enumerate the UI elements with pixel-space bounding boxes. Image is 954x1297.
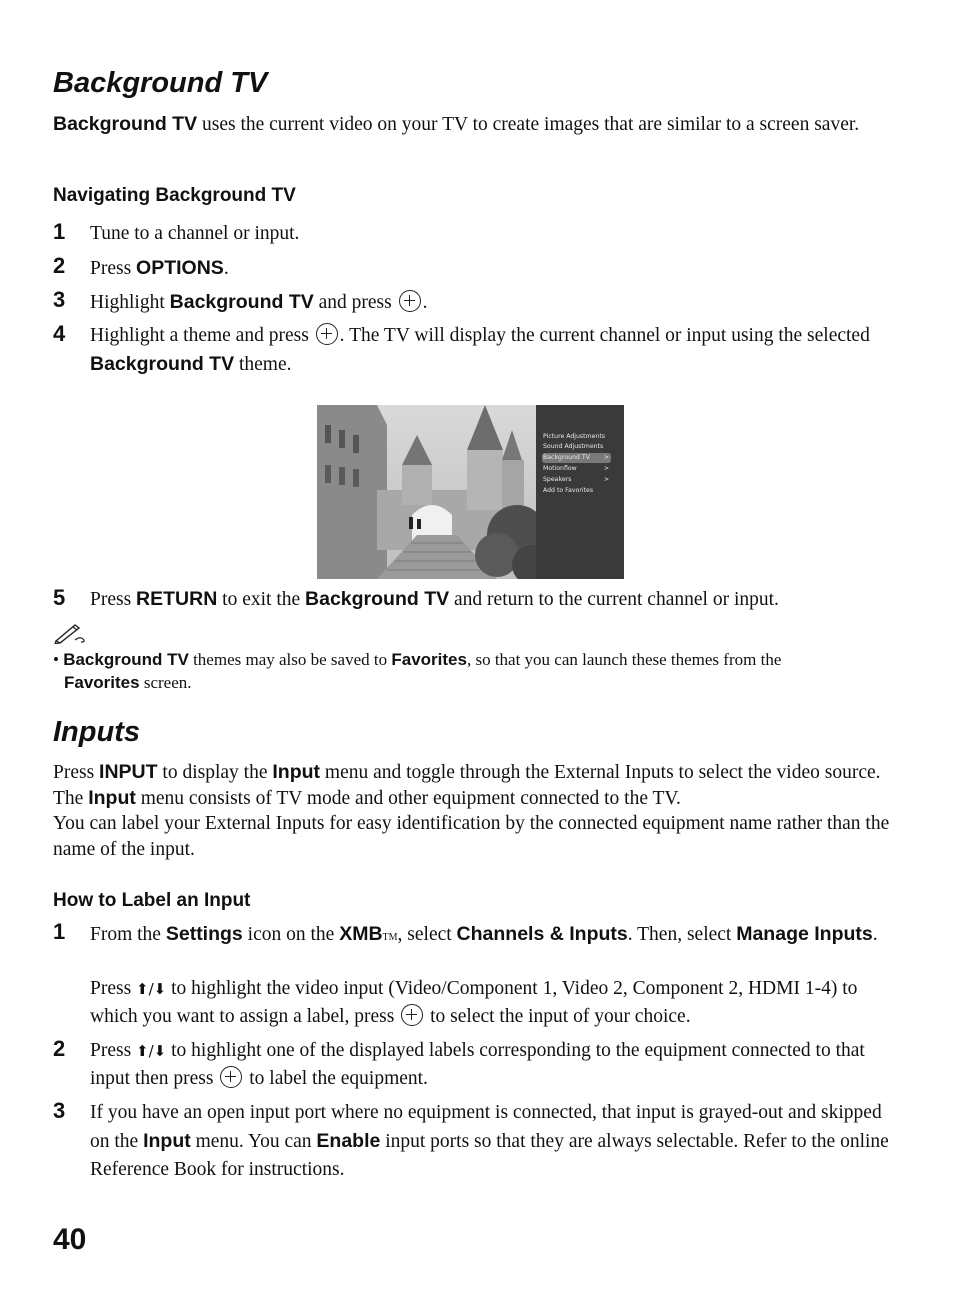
- up-down-arrow-icon: ⬆/⬇: [136, 1042, 167, 1060]
- enter-button-icon: [220, 1066, 242, 1088]
- text: menu. You can: [190, 1131, 317, 1152]
- up-down-arrow-icon: ⬆/⬇: [136, 980, 167, 998]
- term-input-menu: Input: [143, 1130, 191, 1152]
- menu-item-add-to-favorites[interactable]: [542, 486, 611, 496]
- text: Highlight: [90, 292, 170, 313]
- text: input ports so that they are always selectable. Refer to the online Reference Book for instructions.: [90, 1131, 889, 1180]
- enter-button-icon: [399, 290, 421, 312]
- step-number: 3: [53, 1098, 66, 1123]
- text: You can label your External Inputs for easy identification by the connected equipment name rather than the name of the input.: [53, 813, 890, 860]
- text: . Then, select: [627, 924, 737, 945]
- text: . The TV will display the current channel or input using the selected: [339, 325, 870, 346]
- step-text: [90, 254, 890, 283]
- term-favorites: Favorites: [391, 650, 467, 669]
- text: Press: [90, 589, 137, 610]
- text: to label the equipment.: [244, 1068, 428, 1089]
- subheading-navigating: Navigating Background TV: [53, 185, 296, 206]
- text: Press: [90, 258, 137, 279]
- step-text: [90, 288, 890, 317]
- term-background-tv: Background TV: [63, 650, 189, 669]
- text: Press: [90, 978, 137, 999]
- menu-item-sound-adjustments[interactable]: [542, 442, 611, 452]
- term-input-button: INPUT: [99, 761, 158, 783]
- intro-text: uses the current video on your TV to create images that are similar to a screen saver.: [197, 114, 860, 135]
- text: and press: [313, 292, 392, 313]
- text: From the: [90, 924, 166, 945]
- step-text: [90, 1099, 890, 1184]
- menu-item-label: Speakers: [543, 476, 572, 483]
- text: and return to the current channel or input.: [449, 589, 779, 610]
- subheading-how-to-label: How to Label an Input: [53, 890, 251, 911]
- text: Press: [53, 762, 100, 783]
- menu-item-label: Add to Favorites: [543, 487, 594, 494]
- step-number: 3: [53, 287, 66, 312]
- bullet: •: [53, 650, 59, 669]
- menu-item-label: Motionflow: [543, 465, 577, 472]
- term-input-menu: Input: [88, 786, 136, 809]
- text: to highlight the video input (Video/Component 1, Video 2, Component 2, HDMI 1-4) to which you want to assign a label, press: [90, 978, 858, 1027]
- term-options: OPTIONS: [136, 257, 224, 279]
- enter-button-icon: [401, 1004, 423, 1026]
- step-text: [90, 1037, 890, 1093]
- step-number: 5: [53, 585, 66, 610]
- term-channels-inputs: Channels & Inputs: [456, 923, 628, 945]
- text: .: [872, 924, 878, 945]
- menu-item-picture-adjustments[interactable]: [542, 432, 611, 442]
- step-text: [90, 322, 890, 379]
- text: themes may also be saved to: [188, 650, 392, 669]
- term-background-tv: Background TV: [53, 113, 198, 135]
- step-number: 1: [53, 919, 66, 944]
- text: .: [223, 258, 229, 279]
- text: , select: [397, 924, 457, 945]
- menu-item-label: Picture Adjustments: [543, 433, 605, 440]
- term-background-tv: Background TV: [169, 291, 314, 313]
- text: If you have an open input port where no equipment is connected, that input is grayed-out and skipped on the: [90, 1102, 882, 1152]
- text: Highlight a theme and press: [90, 325, 309, 346]
- step-number: 1: [53, 219, 66, 244]
- background-tv-screenshot: [317, 405, 624, 579]
- text: Press: [90, 1040, 137, 1061]
- inputs-intro-paragraph: [53, 760, 893, 862]
- step-number: 2: [53, 253, 66, 278]
- term-return: RETURN: [136, 588, 218, 610]
- chevron-right-icon: >: [603, 454, 609, 461]
- text: to display the: [157, 762, 273, 783]
- text: icon on the: [242, 924, 340, 945]
- term-favorites: Favorites: [64, 673, 140, 692]
- term-background-tv: Background TV: [90, 353, 235, 375]
- text: to highlight one of the displayed labels corresponding to the equipment connected to that input then press: [90, 1040, 865, 1089]
- note-pencil-icon: [53, 622, 89, 644]
- section-title-background-tv: Background TV: [53, 67, 268, 99]
- text: , so that you can launch these themes from the: [466, 650, 782, 669]
- menu-item-background-tv[interactable]: [542, 453, 611, 463]
- text: menu and toggle through the External Inputs to select the video source. The: [53, 762, 881, 809]
- section-title-inputs: Inputs: [53, 716, 140, 748]
- term-enable: Enable: [316, 1130, 381, 1152]
- text: to select the input of your choice.: [425, 1006, 691, 1027]
- chevron-right-icon: >: [603, 476, 609, 483]
- step-text: [90, 920, 890, 952]
- step-text: [90, 975, 890, 1031]
- note-text: [53, 648, 893, 694]
- menu-item-speakers[interactable]: [542, 475, 611, 485]
- term-background-tv: Background TV: [305, 588, 450, 610]
- step-text: Tune to a channel or input.: [90, 223, 300, 244]
- menu-item-motionflow[interactable]: [542, 464, 611, 474]
- chevron-right-icon: >: [603, 465, 609, 472]
- page-number: 40: [53, 1223, 87, 1256]
- trademark-mark: TM: [382, 932, 398, 943]
- text: theme.: [234, 354, 292, 375]
- text: menu consists of TV mode and other equipment connected to the TV.: [135, 787, 681, 809]
- step-number: 4: [53, 321, 66, 346]
- enter-button-icon: [316, 323, 338, 345]
- term-xmb: XMB: [339, 923, 383, 945]
- step-text: [90, 585, 890, 614]
- text: screen.: [139, 673, 192, 692]
- term-manage-inputs: Manage Inputs: [736, 923, 873, 945]
- text: to exit the: [217, 589, 306, 610]
- term-input-menu: Input: [272, 761, 321, 783]
- menu-item-label: Background TV: [543, 454, 590, 461]
- menu-item-label: Sound Adjustments: [543, 443, 604, 450]
- term-settings: Settings: [165, 923, 243, 945]
- background-tv-intro: [53, 112, 893, 138]
- step-number: 2: [53, 1036, 66, 1061]
- text: .: [422, 292, 428, 313]
- tv-options-menu: [536, 405, 624, 579]
